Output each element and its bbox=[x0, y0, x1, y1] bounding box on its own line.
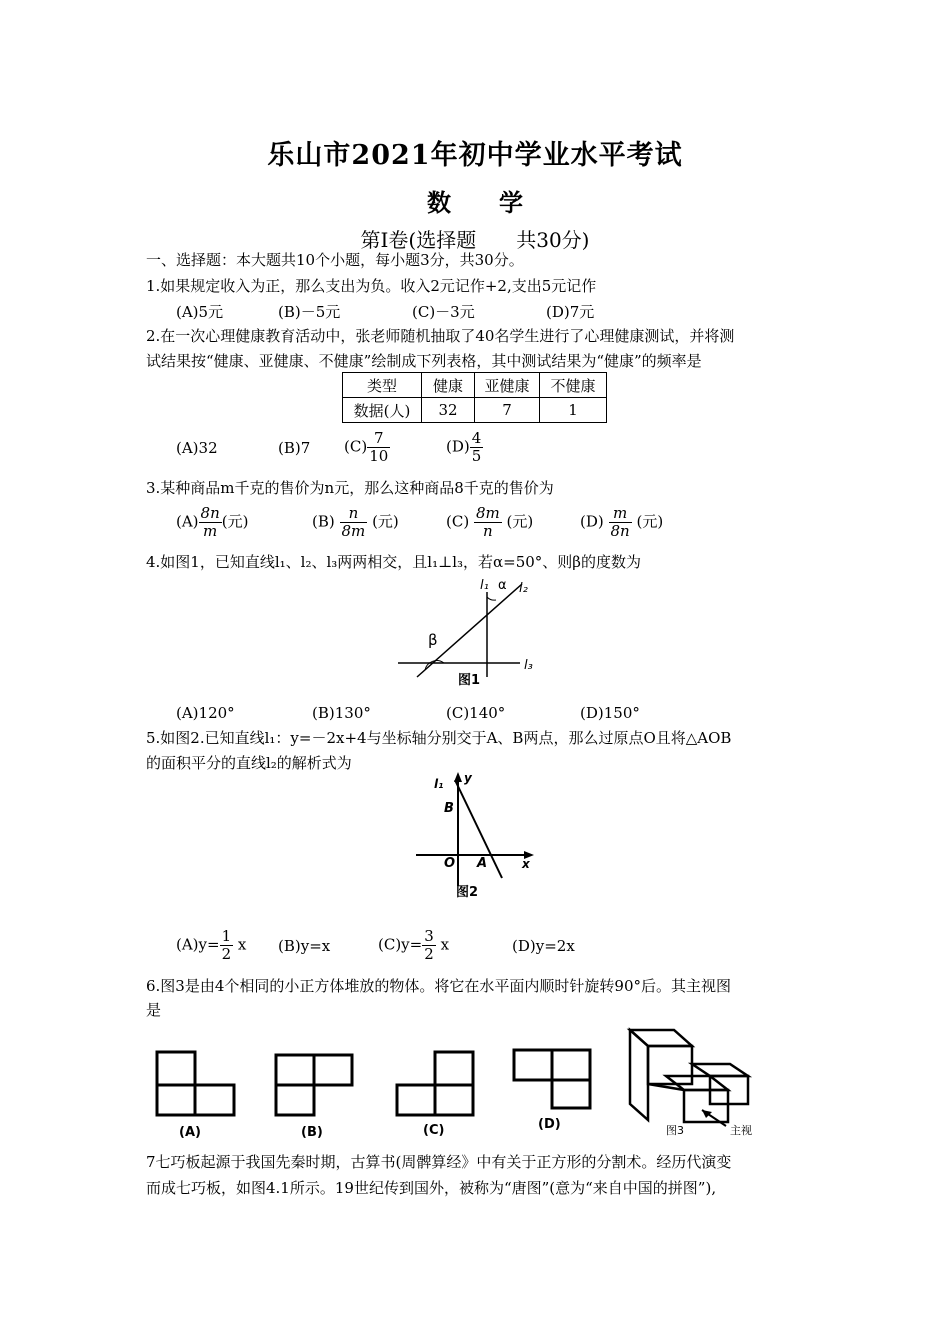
fraction bbox=[474, 505, 502, 540]
option-label: (C) bbox=[344, 437, 368, 456]
table-header-cell: 健康 bbox=[422, 373, 475, 398]
q1-option-d: (D)7元 bbox=[546, 303, 595, 321]
label-l1: l₁ bbox=[480, 578, 489, 593]
variable: x bbox=[237, 935, 247, 954]
table-row bbox=[343, 398, 607, 423]
denominator: 2 bbox=[424, 945, 434, 963]
fraction bbox=[220, 928, 234, 963]
option-label: (C) bbox=[446, 512, 470, 531]
option-a-label: (A) bbox=[179, 1125, 201, 1140]
denominator: m bbox=[199, 522, 222, 540]
fraction bbox=[422, 928, 436, 963]
q1-option-a: (A)5元 bbox=[176, 303, 224, 321]
numerator: 3 bbox=[424, 927, 434, 945]
figure-1-caption: 图1 bbox=[458, 673, 481, 688]
q2-option-b: (B)7 bbox=[278, 439, 311, 457]
option-c-label: (C) bbox=[423, 1123, 445, 1138]
exam-title: 乐山市2021年初中学业水平考试 bbox=[267, 140, 683, 171]
option-b-label: (B) bbox=[301, 1125, 323, 1140]
unit: (元) bbox=[221, 512, 249, 531]
instructions: 一、选择题：本大题共10个小题，每小题3分，共30分。 bbox=[146, 251, 524, 269]
option-label: (B) bbox=[312, 512, 335, 531]
numerator: 1 bbox=[221, 927, 232, 945]
unit: (元) bbox=[636, 512, 664, 531]
fraction bbox=[609, 505, 632, 540]
q7-line1: 7七巧板起源于我国先秦时期，古算书(周髀算经》中有关于正方形的分割术。经历代演变 bbox=[146, 1153, 732, 1171]
unit: (元) bbox=[506, 512, 534, 531]
denominator: 8m bbox=[341, 522, 366, 540]
q6-stem-line1: 6.图3是由4个相同的小正方体堆放的物体。将它在水平面内顺时针旋转90°后。其主视图 bbox=[146, 977, 731, 995]
numerator: n bbox=[348, 504, 359, 522]
table-header-cell: 亚健康 bbox=[475, 373, 540, 398]
q5-option-b: (B)y=x bbox=[278, 937, 331, 955]
q4-option-d: (D)150° bbox=[580, 704, 640, 722]
figure-3-caption: 图3 bbox=[666, 1124, 684, 1137]
q3-option-d bbox=[580, 505, 663, 540]
numerator: 4 bbox=[471, 429, 482, 447]
q5-stem-line1: 5.如图2.已知直线l₁：y=－2x+4与坐标轴分别交于A、B两点，那么过原点O且将△AOB bbox=[146, 729, 732, 747]
q3-option-a bbox=[176, 505, 248, 540]
q2-option-c bbox=[344, 430, 390, 465]
option-label: (D) bbox=[580, 512, 604, 531]
label-beta: β bbox=[428, 631, 438, 649]
option-d-label: (D) bbox=[538, 1117, 561, 1132]
table-cell: 1 bbox=[540, 398, 607, 423]
q3-option-c bbox=[446, 505, 533, 540]
label-l1: l₁ bbox=[434, 777, 444, 791]
q5-option-a bbox=[176, 928, 246, 963]
table-header-cell: 不健康 bbox=[540, 373, 607, 398]
denominator: 5 bbox=[471, 447, 482, 465]
figure-2-caption: 图2 bbox=[456, 885, 479, 900]
denominator: 8n bbox=[610, 522, 630, 540]
denominator: n bbox=[474, 522, 502, 540]
q4-option-c: (C)140° bbox=[446, 704, 506, 722]
table-header-row bbox=[343, 373, 607, 398]
main-view-label: 主视 bbox=[730, 1124, 752, 1137]
q3-option-b bbox=[312, 505, 399, 540]
q2-stem-line1: 2.在一次心理健康教育活动中，张老师随机抽取了40名学生进行了心理健康测试，并将测 bbox=[146, 327, 735, 345]
q6-stem-line2: 是 bbox=[146, 1001, 162, 1019]
angle-alpha-arc bbox=[487, 597, 496, 600]
label-O: O bbox=[444, 856, 456, 871]
option-d-view bbox=[514, 1050, 590, 1108]
q7-line2: 而成七巧板，如图4.1所示。19世纪传到国外，被称为“唐图”(意为“来自中国的拼图”), bbox=[146, 1179, 717, 1197]
numerator: 8m bbox=[475, 504, 500, 522]
label-y: y bbox=[464, 771, 472, 785]
option-a-view bbox=[157, 1052, 234, 1115]
table-cell: 7 bbox=[475, 398, 540, 423]
q2-data-table bbox=[342, 372, 607, 423]
q2-option-d bbox=[446, 430, 483, 465]
figure-3-solid bbox=[630, 1030, 748, 1122]
option-b-view bbox=[276, 1055, 352, 1115]
q5-option-d: (D)y=2x bbox=[512, 937, 575, 955]
denominator: 2 bbox=[221, 945, 232, 963]
table-header-cell: 类型 bbox=[343, 373, 422, 398]
variable: x bbox=[440, 935, 450, 954]
subject-char-1: 数 bbox=[427, 188, 451, 217]
q1-option-c: (C)－3元 bbox=[412, 303, 475, 321]
label-l3: l₃ bbox=[524, 658, 533, 673]
table-cell: 32 bbox=[422, 398, 475, 423]
q1-stem: 1.如果规定收入为正，那么支出为负。收入2元记作+2,支出5元记作 bbox=[146, 277, 597, 295]
q4-option-a: (A)120° bbox=[176, 704, 235, 722]
q5-option-c bbox=[378, 928, 449, 963]
q4-stem: 4.如图1，已知直线l₁、l₂、l₃两两相交，且l₁⊥l₃，若α=50°、则β的度数为 bbox=[146, 553, 641, 571]
q5-stem-line2: 的面积平分的直线l₂的解析式为 bbox=[146, 754, 352, 772]
figure-3-options bbox=[146, 1022, 796, 1142]
figure-2 bbox=[410, 768, 540, 903]
subject-title bbox=[0, 183, 950, 218]
label-A: A bbox=[477, 856, 488, 871]
q2-option-a: (A)32 bbox=[176, 439, 218, 457]
option-label: (A) bbox=[176, 512, 199, 531]
label-l2: l₂ bbox=[519, 581, 528, 596]
fraction bbox=[470, 430, 484, 465]
section-title: 第Ⅰ卷(选择题 共30分) bbox=[360, 228, 590, 252]
q1-option-b: (B)－5元 bbox=[278, 303, 341, 321]
fraction bbox=[340, 505, 368, 540]
option-c-view bbox=[397, 1052, 473, 1115]
numerator: m bbox=[613, 504, 628, 522]
label-alpha: α bbox=[498, 578, 507, 593]
q2-stem-line2: 试结果按“健康、亚健康、不健康”绘制成下列表格，其中测试结果为“健康”的频率是 bbox=[146, 352, 702, 370]
unit: (元) bbox=[372, 512, 399, 531]
fraction bbox=[367, 430, 390, 465]
option-label: (D) bbox=[446, 437, 470, 456]
figure-1 bbox=[392, 572, 552, 692]
option-label: (C)y= bbox=[378, 935, 423, 954]
numerator: 7 bbox=[373, 429, 384, 447]
numerator: 8n bbox=[200, 504, 220, 522]
denominator: 10 bbox=[369, 447, 389, 465]
fraction bbox=[199, 505, 222, 540]
label-x: x bbox=[522, 857, 530, 871]
label-B: B bbox=[444, 801, 454, 816]
table-cell: 数据(人) bbox=[343, 398, 422, 423]
subject-char-2: 学 bbox=[499, 188, 523, 217]
q3-stem: 3.某种商品m千克的售价为n元，那么这种商品8千克的售价为 bbox=[146, 479, 554, 497]
option-label: (A)y= bbox=[176, 935, 220, 954]
q4-option-b: (B)130° bbox=[312, 704, 371, 722]
